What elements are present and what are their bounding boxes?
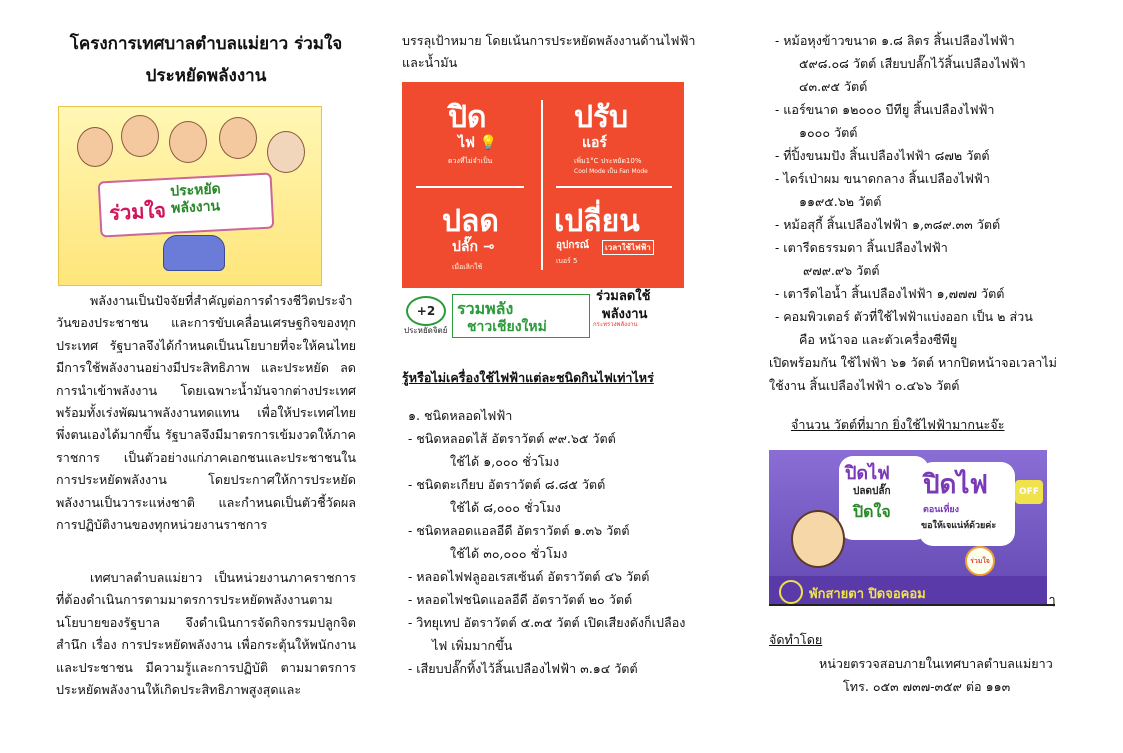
list-item: - วิทยุเทป อัตราวัตต์ ๕.๓๕ วัตต์ เปิดเสียงดังก็เปลือง	[408, 615, 686, 630]
poster-divider	[541, 100, 543, 270]
left-sign-line-3: ปิดใจ	[853, 502, 891, 521]
power-icon	[779, 580, 803, 604]
list-item: คือ หน้าจอ และตัวเครื่องซีพียู	[799, 332, 958, 347]
list-item: ใช้งาน สิ้นเปลืองไฟฟ้า ๐.๔๖๖ วัตต์	[769, 378, 960, 393]
poster-q2-note2: Cool Mode เป็น Fan Mode	[574, 168, 648, 175]
cartoon-kid	[219, 117, 257, 159]
made-by-phone: โทร. ๐๕๓ ๗๓๗-๓๕๙ ต่อ ๑๑๓	[843, 679, 1011, 694]
list-item: - ชนิดตะเกียบ อัตราวัตต์ ๘.๘๕ วัตต์	[408, 477, 606, 492]
cartoon-kid	[121, 115, 159, 157]
column-1	[56, 0, 356, 753]
banner-line-1: ประหยัด	[169, 181, 222, 200]
made-by-label: จัดทำโดย	[769, 632, 823, 647]
intro-paragraph-1: พลังงานเป็นปัจจัยที่สำคัญต่อการดำรงชีวิตประจำวันของประชาชน และการขับเคลื่อนเศรษฐกิจของทุกประเทศ รัฐบาลจึงได้กำหนดเป็นนโยบายที่จะให้คนไทยมีการใช้พลังงานอย่างมีประสิทธิภาพ และประหยัด ลดการนำเข้าพลังงาน โดยเฉพาะน้ำมันจากต่างประเทศ พร้อมทั้งเร่งพัฒนาพลังงานทดแทน เพื่อให้ประเทศไทยพึ่งตนเองได้มากขึ้น รัฐบาลจึงมีมาตรการเข้มงวดให้ภาคราชการ เป็นตัวอย่างแก่ภาคเอกชนและประชาชนในการประหยัดพลังงาน โดยประกาศให้การประหยัดพลังงานเป็นวาระแห่งชาติ และกำหนดเป็นตัวชี้วัดผลการปฏิบัติงานของทุกหน่วยงานราชการ	[56, 293, 356, 533]
poster-q4-note: เวลาใช้ไฟฟ้า	[602, 240, 654, 255]
poster-q1-big: ปิด	[448, 100, 487, 135]
plug-icon: ⊸	[482, 239, 495, 255]
list-item: - หลอดไฟฟลูออเรสเซ้นต์ อัตราวัตต์ ๔๖ วัตต์	[408, 569, 650, 584]
banner-text-prayat	[170, 181, 222, 218]
poster-q4-big: เปลี่ยน	[554, 204, 640, 239]
poster-q1-note: ดวงที่ไม่จำเป็น	[448, 157, 493, 165]
poster-q3-note: เมื่อเลิกใช้	[452, 263, 483, 271]
list-item: ใช้ได้ ๓๐,๐๐๐ ชั่วโมง	[450, 546, 568, 561]
right-sign-line-3: ขอให้เจแน่ห์ด้วยค่ะ	[921, 521, 997, 531]
list-item: ๕๙๘.๐๘ วัตต์ เสียบปลั๊กไว้สิ้นเปลืองไฟฟ้า	[799, 56, 1026, 71]
column-2	[402, 0, 724, 753]
list-item: ๙๗๙.๙๖ วัตต์	[803, 263, 880, 278]
off-tag: OFF	[1015, 480, 1043, 504]
logo-plus2: +2	[406, 296, 446, 326]
tip-text: จำนวน วัตต์ที่มาก ยิ่งใช้ไฟฟ้ามากนะจ๊ะ	[791, 417, 1005, 432]
list-item: - ไดร์เป่าผม ขนาดกลาง สิ้นเปลืองไฟฟ้า	[775, 171, 990, 186]
poster-divider	[556, 186, 672, 188]
list-item: - เตารีดธรรมดา สิ้นเปลืองไฟฟ้า	[775, 240, 948, 255]
right-sign	[919, 462, 1015, 546]
list-item: - หม้อหุงข้าวขนาด ๑.๘ ลิตร สิ้นเปลืองไฟฟ้า	[775, 33, 1015, 48]
intro-paragraph-2: เทศบาลตำบลแม่ยาว เป็นหน่วยงานภาคราชการที่ต้องดำเนินการตามมาตรการประหยัดพลังงานตามนโยบายของรัฐบาล จึงดำเนินการจัดกิจกรรมปลูกจิตสำนึก เรื่อง การประหยัดพลังงาน เพื่อกระตุ้นให้พนักงานและประชาชน มีความรู้และการปฏิบัติ ตามมาตรการประหยัดพลังงานให้เกิดประสิทธิภาพสูงสุดและ	[56, 570, 356, 698]
left-sign-line-2: ปลดปลั๊ก	[853, 486, 891, 497]
poster-bottom-text: พักสายตา ปิดจอคอม	[809, 587, 926, 602]
list-item: - แอร์ขนาด ๑๒๐๐๐ บีทียู สิ้นเปลืองไฟฟ้า	[775, 102, 995, 117]
stray-mark: ๅ	[1049, 592, 1056, 607]
list-item: เปิดพร้อมกัน ใช้ไฟฟ้า ๖๑ วัตต์ หากปิดหน้าจอเวลาไม่	[769, 355, 1057, 370]
brochure-title-line-2: ประหยัดพลังงาน	[145, 66, 267, 86]
continued-text-2: และน้ำมัน	[402, 55, 458, 70]
list-item: ๑๑๙๕.๖๒ วัตต์	[799, 194, 882, 209]
list-item: ๔๓.๙๕ วัตต์	[799, 79, 868, 94]
left-sign	[839, 456, 929, 540]
list-item: ไฟ เพิ่มมากขึ้น	[432, 638, 513, 653]
list-item: ใช้ได้ ๘,๐๐๐ ชั่วโมง	[450, 500, 561, 515]
logo-ruamlot-line-1: ร่วมลดใช้	[596, 289, 651, 304]
section-heading: รู้หรือไม่เครื่องใช้ไฟฟ้าแต่ละชนิดกินไฟเท่าไหร่	[402, 370, 654, 385]
list-item: - เสียบปลั๊กทิ้งไว้สิ้นเปลืองไฟฟ้า ๓.๑๔ วัตต์	[408, 661, 638, 676]
list-item: - หม้อสุกี้ สิ้นเปลืองไฟฟ้า ๑,๓๘๙.๓๓ วัตต์	[775, 217, 1001, 232]
poster-q2-small: แอร์	[582, 135, 607, 151]
poster-q1-small: ไฟ 💡	[458, 135, 498, 151]
cartoon-car	[163, 235, 225, 271]
logo-plus2-caption: ประหยัดจิตย์	[404, 326, 448, 335]
computer-poster-purple	[769, 450, 1047, 606]
logo-ruamlot	[596, 288, 650, 324]
brochure-title-line-1: โครงการเทศบาลตำบลแม่ยาว ร่วมใจ	[69, 34, 343, 54]
campaign-logos	[402, 290, 684, 344]
list-item: ๑. ชนิดหลอดไฟฟ้า	[408, 408, 513, 423]
cartoon-grandpa	[267, 131, 305, 173]
list-item: - ที่ปิ้งขนมปัง สิ้นเปลืองไฟฟ้า ๘๗๒ วัตต์	[775, 148, 990, 163]
list-item: - ชนิดหลอดไส้ อัตราวัตต์ ๙๙.๖๕ วัตต์	[408, 431, 616, 446]
poster-q3-small: ปลั๊ก ⊸	[452, 239, 495, 255]
poster-divider	[416, 186, 524, 188]
list-item: - เตารีดไอน้ำ สิ้นเปลืองไฟฟ้า ๑,๗๗๗ วัตต์	[775, 286, 1005, 301]
banner-line-2: พลังงาน	[170, 198, 221, 217]
right-sign-line-2: ตอนเที่ยง	[923, 505, 960, 515]
list-item: - หลอดไฟชนิดแอลอีดี อัตราวัตต์ ๒๐ วัตต์	[408, 592, 633, 607]
energy-saving-cartoon	[58, 106, 322, 286]
cartoon-kid	[77, 127, 113, 167]
energy-poster-orange	[402, 82, 684, 288]
list-item: ใช้ได้ ๑,๐๐๐ ชั่วโมง	[450, 454, 560, 469]
poster-q2-big: ปรับ	[574, 100, 629, 135]
list-item: - คอมพิวเตอร์ ตัวที่ใช้ไฟฟ้าแบ่งออก เป็น ๒ ส่วน	[775, 309, 1033, 324]
left-sign-line-1: ปิดไฟ	[845, 463, 890, 484]
made-by-org: หน่วยตรวจสอบภายในเทศบาลตำบลแม่ยาว	[819, 656, 1053, 671]
banner-text-ruamjai: ร่วมใจ	[108, 198, 167, 226]
logo-ruamlot-line-2: พลังงาน	[602, 307, 648, 322]
logo-ministry: กระทรวงพลังงาน	[593, 321, 638, 328]
poster-stamp: ร่วมใจ	[965, 546, 995, 576]
column-3	[769, 0, 1089, 753]
poster-q3-big: ปลด	[442, 204, 499, 239]
poster-q4-note2: เบอร์ 5	[556, 257, 578, 265]
continued-text-1: บรรลุเป้าหมาย โดยเน้นการประหยัดพลังงานด้านไฟฟ้า	[402, 33, 696, 48]
cartoon-banner	[98, 172, 275, 237]
right-sign-line-1: ปิดไฟ	[923, 470, 988, 500]
list-item: ๑๐๐๐ วัตต์	[799, 125, 858, 140]
divider	[769, 604, 1055, 606]
cartoon-face	[791, 510, 845, 568]
list-item: - ชนิดหลอดแอลอีดี อัตราวัตต์ ๑.๓๖ วัตต์	[408, 523, 630, 538]
logo-ruampalang-line-1: รวมพลัง	[457, 299, 514, 318]
poster-q4-small: อุปกรณ์	[556, 240, 590, 251]
poster-q2-note: เพิ่ม1°C ประหยัด10%	[574, 157, 642, 165]
cartoon-kid	[169, 121, 207, 163]
logo-ruampalang-line-2: ชาวเชียงใหม่	[467, 319, 547, 335]
bulb-icon: 💡	[479, 135, 498, 151]
